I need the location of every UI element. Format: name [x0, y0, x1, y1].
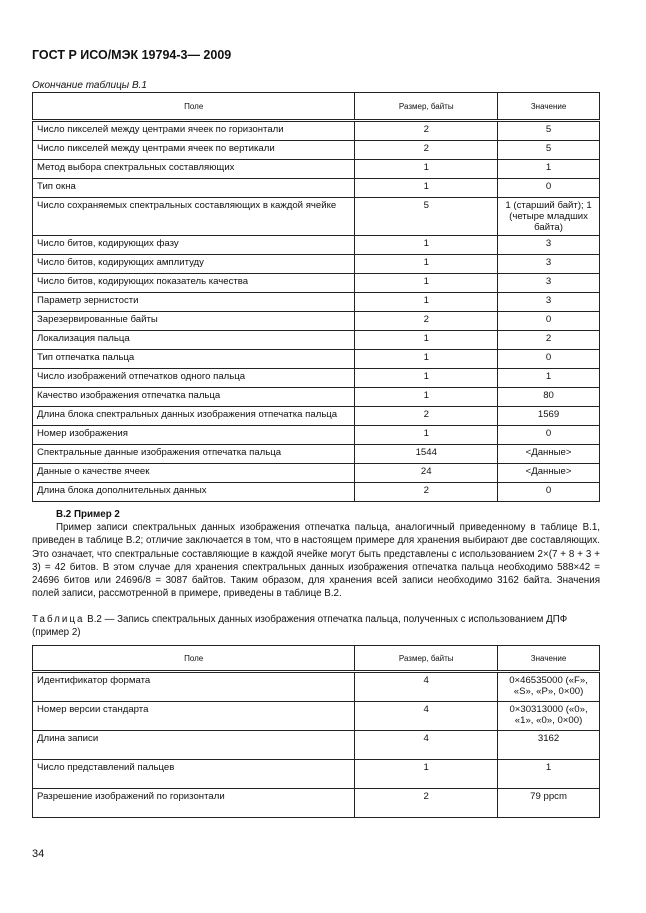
- field-name-cell: Тип окна: [33, 179, 355, 198]
- size-cell: 2: [355, 789, 498, 818]
- value-cell: 0: [498, 350, 600, 369]
- value-cell: 5: [498, 121, 600, 141]
- table-row: [33, 274, 600, 293]
- table-row: [33, 141, 600, 160]
- size-cell: 1: [355, 760, 498, 789]
- value-cell: 3162: [498, 731, 600, 760]
- value-cell: 1: [498, 160, 600, 179]
- caption-label: Таблица: [32, 614, 85, 625]
- table-row: [33, 236, 600, 255]
- field-name-cell: Номер изображения: [33, 426, 355, 445]
- size-cell: 1: [355, 179, 498, 198]
- size-cell: 1: [355, 274, 498, 293]
- field-name-cell: Число пикселей между центрами ячеек по вертикали: [33, 141, 355, 160]
- table-row: [33, 198, 600, 236]
- size-cell: 2: [355, 121, 498, 141]
- field-name-cell: Число пикселей между центрами ячеек по горизонтали: [33, 121, 355, 141]
- column-header: Значение: [498, 93, 600, 121]
- standard-header: ГОСТ Р ИСО/МЭК 19794-3— 2009: [32, 48, 232, 62]
- table-row: [33, 388, 600, 407]
- table-row: [33, 331, 600, 350]
- field-name-cell: Разрешение изображений по горизонтали: [33, 789, 355, 818]
- value-cell: 0: [498, 483, 600, 502]
- size-cell: 1: [355, 160, 498, 179]
- field-name-cell: Число представлений пальцев: [33, 760, 355, 789]
- field-name-cell: Качество изображения отпечатка пальца: [33, 388, 355, 407]
- value-cell: 80: [498, 388, 600, 407]
- table-row: [33, 464, 600, 483]
- table-b2: [32, 645, 600, 818]
- value-cell: 0×30313000 («0», «1», «0», 0×00): [498, 702, 600, 731]
- table-row: [33, 483, 600, 502]
- field-name-cell: Тип отпечатка пальца: [33, 350, 355, 369]
- size-cell: 24: [355, 464, 498, 483]
- table-row: [33, 369, 600, 388]
- table-row: [33, 160, 600, 179]
- value-cell: 0: [498, 426, 600, 445]
- field-name-cell: Локализация пальца: [33, 331, 355, 350]
- field-name-cell: Данные о качестве ячеек: [33, 464, 355, 483]
- column-header: Значение: [498, 646, 600, 672]
- table-row: [33, 760, 600, 789]
- field-name-cell: Число битов, кодирующих показатель качества: [33, 274, 355, 293]
- size-cell: 4: [355, 731, 498, 760]
- field-name-cell: Число битов, кодирующих фазу: [33, 236, 355, 255]
- table-row: [33, 789, 600, 818]
- size-cell: 1: [355, 236, 498, 255]
- value-cell: 5: [498, 141, 600, 160]
- table-row: [33, 445, 600, 464]
- field-name-cell: Параметр зернистости: [33, 293, 355, 312]
- table-row: [33, 312, 600, 331]
- caption-text: В.2 — Запись спектральных данных изображения отпечатка пальца, полученных с использованием ДПФ (пример 2): [32, 614, 568, 638]
- table-row: [33, 179, 600, 198]
- table-row: [33, 407, 600, 426]
- section-b2: [32, 508, 600, 600]
- field-name-cell: Длина блока спектральных данных изображения отпечатка пальца: [33, 407, 355, 426]
- field-name-cell: Число изображений отпечатков одного пальца: [33, 369, 355, 388]
- page-number: 34: [32, 848, 45, 860]
- table-row: [33, 350, 600, 369]
- table1-caption: Окончание таблицы В.1: [32, 80, 147, 91]
- value-cell: 3: [498, 274, 600, 293]
- size-cell: 1: [355, 369, 498, 388]
- size-cell: 4: [355, 702, 498, 731]
- field-name-cell: Метод выбора спектральных составляющих: [33, 160, 355, 179]
- field-name-cell: Идентификатор формата: [33, 672, 355, 702]
- size-cell: 2: [355, 312, 498, 331]
- size-cell: 1544: [355, 445, 498, 464]
- value-cell: 3: [498, 293, 600, 312]
- value-cell: 2: [498, 331, 600, 350]
- size-cell: 5: [355, 198, 498, 236]
- table-row: [33, 426, 600, 445]
- field-name-cell: Зарезервированные байты: [33, 312, 355, 331]
- field-name-cell: Номер версии стандарта: [33, 702, 355, 731]
- table-row: [33, 255, 600, 274]
- section-heading: В.2 Пример 2: [56, 509, 120, 520]
- size-cell: 1: [355, 388, 498, 407]
- column-header: Размер, байты: [355, 646, 498, 672]
- column-header: Размер, байты: [355, 93, 498, 121]
- table-row: [33, 702, 600, 731]
- table-row: [33, 293, 600, 312]
- table2-caption: [32, 613, 600, 639]
- value-cell: 0: [498, 179, 600, 198]
- table-b1: [32, 92, 600, 502]
- column-header: Поле: [33, 646, 355, 672]
- field-name-cell: Длина блока дополнительных данных: [33, 483, 355, 502]
- size-cell: 1: [355, 331, 498, 350]
- field-name-cell: Число сохраняемых спектральных составляющих в каждой ячейке: [33, 198, 355, 236]
- column-header: Поле: [33, 93, 355, 121]
- value-cell: 1569: [498, 407, 600, 426]
- size-cell: 1: [355, 426, 498, 445]
- field-name-cell: Длина записи: [33, 731, 355, 760]
- size-cell: 2: [355, 483, 498, 502]
- size-cell: 2: [355, 141, 498, 160]
- size-cell: 4: [355, 672, 498, 702]
- value-cell: 0×46535000 («F», «S», «P», 0×00): [498, 672, 600, 702]
- table-row: [33, 672, 600, 702]
- value-cell: <Данные>: [498, 445, 600, 464]
- size-cell: 1: [355, 255, 498, 274]
- value-cell: 3: [498, 255, 600, 274]
- value-cell: 0: [498, 312, 600, 331]
- section-paragraph: Пример записи спектральных данных изображения отпечатка пальца, аналогичный приведенному в таблице В.1, приведен в таблице В.2; отличие заключается в том, что в настоящем примере для хранения выбирают две составляющих. Это означает, что спектральные составляющие в каждой ячейке могут быть представлены с использованием 2×(7 + 8 + 3 + 3) = 42 битов. В этом случае для хранения спектральных данных изображения отпечатка пальца необходимо 588×42 = 24696 битов или 24696/8 = 3087 байтов. Таким образом, для хранения всей записи необходимо 3162 байта. Значения полей записи, рассмотренной в примере, приведены в таблице В.2.: [32, 522, 600, 600]
- size-cell: 1: [355, 293, 498, 312]
- field-name-cell: Спектральные данные изображения отпечатка пальца: [33, 445, 355, 464]
- value-cell: 79 ppcm: [498, 789, 600, 818]
- value-cell: 1: [498, 369, 600, 388]
- value-cell: <Данные>: [498, 464, 600, 483]
- value-cell: 3: [498, 236, 600, 255]
- table-row: [33, 731, 600, 760]
- value-cell: 1: [498, 760, 600, 789]
- value-cell: 1 (старший байт); 1 (четыре младших байта): [498, 198, 600, 236]
- size-cell: 2: [355, 407, 498, 426]
- size-cell: 1: [355, 350, 498, 369]
- table-row: [33, 121, 600, 141]
- field-name-cell: Число битов, кодирующих амплитуду: [33, 255, 355, 274]
